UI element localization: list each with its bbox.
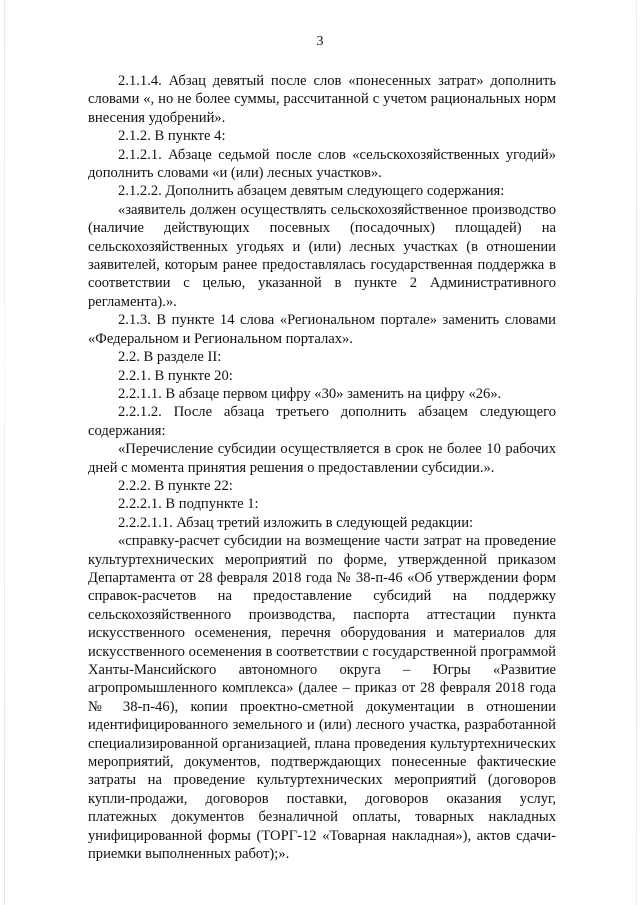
paragraph-quote-applicant: «заявитель должен осуществлять сельскохозяйственное производство (наличие действующих посевных (посадочных) площадей) на сельскохозяйственных угодьях и (или) лесных участках (в отношении заявителей, которым ранее предоставлялась государственная поддержка в соответствии с целью, указанной в пункте 2 Административного регламента).». xyxy=(88,201,556,310)
paragraph-2-1-2: 2.1.2. В пункте 4: xyxy=(118,128,226,145)
paragraph-2-2-1-1: 2.2.1.1. В абзаце первом цифру «30» заменить на цифру «26». xyxy=(118,385,502,402)
scan-edge-right xyxy=(636,0,637,905)
paragraph-2-1-1-4: 2.1.1.4. Абзац девятый после слов «понесенных затрат» дополнить словами «, но не более суммы, рассчитанной с учетом рациональных норм внесения удобрений». xyxy=(88,73,556,126)
paragraph-2-1-2-1: 2.1.2.1. Абзаце седьмой после слов «сельскохозяйственных угодий» дополнить словами «и (или) лесных участков». xyxy=(88,146,556,182)
paragraph-2-2-1: 2.2.1. В пункте 20: xyxy=(118,367,233,384)
paragraph-2-2-2-1: 2.2.2.1. В подпункте 1: xyxy=(118,496,259,513)
paragraph-quote-certificate: «справку-расчет субсидии на возмещение части затрат на проведение культуртехнических мероприятий по форме, утвержденной приказом Департамента от 28 февраля 2018 года № 38-п-46 «Об утверждении форм справок-расчетов на предоставление субсидий на поддержку сельскохозяйственного производства, паспорта аттестации пункта искусственного осеменения, перечня оборудования и материалов для искусственного осеменения в соответствии с государственной программой Ханты-Мансийского автономного округа – Югры «Развитие агропромышленного комплекса» (далее – приказ от 28 февраля 2018 года № 38-п-46), копии проектно-сметной документации в отношении идентифицированного земельного и (или) лесного участка, разработанной специализированной организацией, плана проведения культуртехнических мероприятий, документов, подтверждающих понесенные фактические затраты на проведение культуртехнических мероприятий (договоров купли-продажи, договоров поставки, договоров оказания услуг, платежных документов безналичной оплаты, товарных накладных унифицированной формы (ТОРГ-12 «Товарная накладная»), актов сдачи-приемки выполненных работ);». xyxy=(88,533,556,863)
paragraph-2-2: 2.2. В разделе II: xyxy=(118,349,222,366)
paragraph-2-2-2: 2.2.2. В пункте 22: xyxy=(118,477,233,494)
paragraph-2-2-1-2: 2.2.1.2. После абзаца третьего дополнить абзацем следующего содержания: xyxy=(88,404,556,439)
paragraph-quote-transfer: «Перечисление субсидии осуществляется в срок не более 10 рабочих дней с момента принятия решения о предоставлении субсидии.». xyxy=(88,441,556,476)
paragraph-2-1-2-2: 2.1.2.2. Дополнить абзацем девятым следующего содержания: xyxy=(118,183,505,200)
paragraph-2-1-3: 2.1.3. В пункте 14 слова «Региональном портале» заменить словами «Федеральном и Региональном порталах». xyxy=(88,312,556,347)
paragraph-2-2-2-1-1: 2.2.2.1.1. Абзац третий изложить в следующей редакции: xyxy=(118,514,474,531)
page-number: 3 xyxy=(316,34,324,49)
scan-edge-left xyxy=(4,0,5,905)
document-body xyxy=(88,72,556,863)
